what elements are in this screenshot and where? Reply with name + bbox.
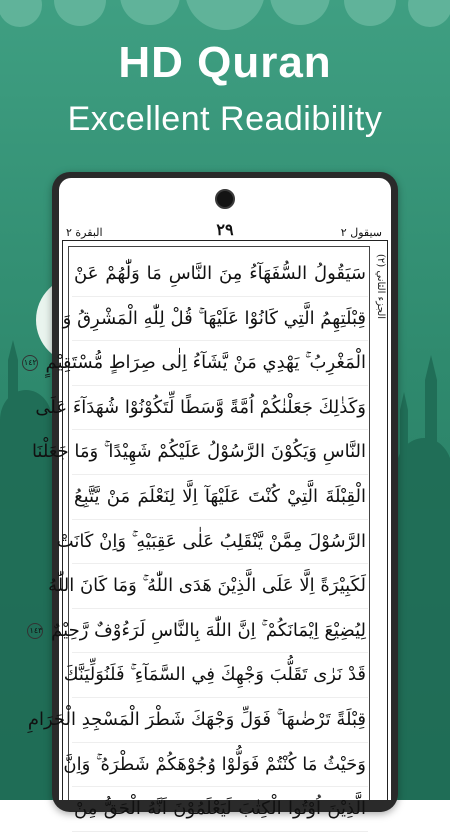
para-name: سيقول ٢ — [340, 226, 382, 239]
verse-text: النَّاسِ وَيَكُوْنَ الرَّسُوْلُ عَلَيْكُمْ شَهِيْدًا ۚ وَمَا جَعَلْنَا — [31, 441, 366, 463]
surah-name: البقرة ٢ — [66, 226, 103, 239]
page-header — [64, 222, 386, 240]
verse-line[interactable] — [23, 341, 368, 386]
juz-label: الجزء الثاني (٢) — [375, 254, 386, 320]
verse-text: سَيَقُولُ السُّفَهَآءُ مِنَ النَّاسِ مَا وَلّٰهُمْ عَنْ — [74, 263, 366, 284]
verse-line[interactable] — [72, 787, 368, 832]
verse-line[interactable] — [72, 252, 368, 297]
verse-line[interactable] — [48, 564, 368, 609]
verse-text: قِبْلَةً تَرْضٰىهَا ۚ فَوَلِّ وَجْهَكَ شَطْرَ الْمَسْجِدِ الْحَرَامِ — [27, 708, 366, 730]
verse-line[interactable] — [27, 698, 368, 743]
verse-line[interactable] — [29, 609, 368, 654]
verse-text: لِيُضِيْعَ اِيْمَانَكُمْ ۚ اِنَّ اللّٰهَ بِالنَّاسِ لَرَءُوْفٌ رَّحِيْمٌ — [51, 619, 366, 641]
verse-line[interactable] — [63, 653, 368, 698]
ayah-number-marker: ١٤٣ — [27, 623, 43, 639]
verse-line[interactable] — [62, 297, 368, 342]
verse-line[interactable] — [56, 520, 368, 565]
quran-text[interactable] — [23, 252, 368, 832]
verse-text: قَدْ نَرٰى تَقَلُّبَ وَجْهِكَ فِي السَّمَآءِ ۚ فَلَنُوَلِّيَنَّكَ — [63, 664, 366, 686]
verse-line[interactable] — [31, 430, 368, 475]
verse-text: وَحَيْثُ مَا كُنْتُمْ فَوَلُّوْا وُجُوْهَكُمْ شَطْرَهُ ۚ وَاِنَّ — [63, 753, 366, 775]
verse-text: لَكَبِيْرَةً اِلَّا عَلَى الَّذِيْنَ هَدَى اللّٰهُ ۚ وَمَا كَانَ اللّٰهُ — [48, 575, 366, 597]
banner-title: HD Quran — [118, 38, 332, 87]
verse-text: الرَّسُوْلَ مِمَّنْ يَّنْقَلِبُ عَلٰى عَقِبَيْهِ ۚ وَاِنْ كَانَتْ — [56, 530, 366, 552]
ayah-number-marker: ١٤٢ — [22, 355, 38, 371]
verse-text: الْقِبْلَةَ الَّتِيْ كُنْتَ عَلَيْهَآ اِلَّا لِنَعْلَمَ مَنْ يَّتَّبِعُ — [74, 485, 366, 507]
verse-line[interactable] — [63, 743, 368, 788]
banner-subtitle: Excellent Readibility — [67, 100, 383, 138]
verse-text: الَّذِيْنَ اُوْتُوا الْكِتٰبَ لَيَعْلَمُوْنَ اَنَّهُ الْحَقُّ مِنْ — [74, 798, 366, 820]
page-number: ٢٩ — [216, 220, 234, 239]
verse-text: قِبْلَتِهِمُ الَّتِي كَانُوْا عَلَيْهَا ۚ قُلْ لِلّٰهِ الْمَشْرِقُ وَ — [62, 307, 366, 329]
verse-text: وَكَذٰلِكَ جَعَلْنٰكُمْ اُمَّةً وَّسَطًا لِّتَكُوْنُوْا شُهَدَآءَ عَلَى — [35, 396, 366, 418]
camera-icon — [215, 189, 235, 209]
verse-line[interactable] — [72, 475, 368, 520]
verse-text: الْمَغْرِبُ ۚ يَهْدِي مَنْ يَّشَآءُ اِلٰى صِرَاطٍ مُّسْتَقِيْمٍ — [45, 352, 366, 374]
verse-line[interactable] — [35, 386, 368, 431]
